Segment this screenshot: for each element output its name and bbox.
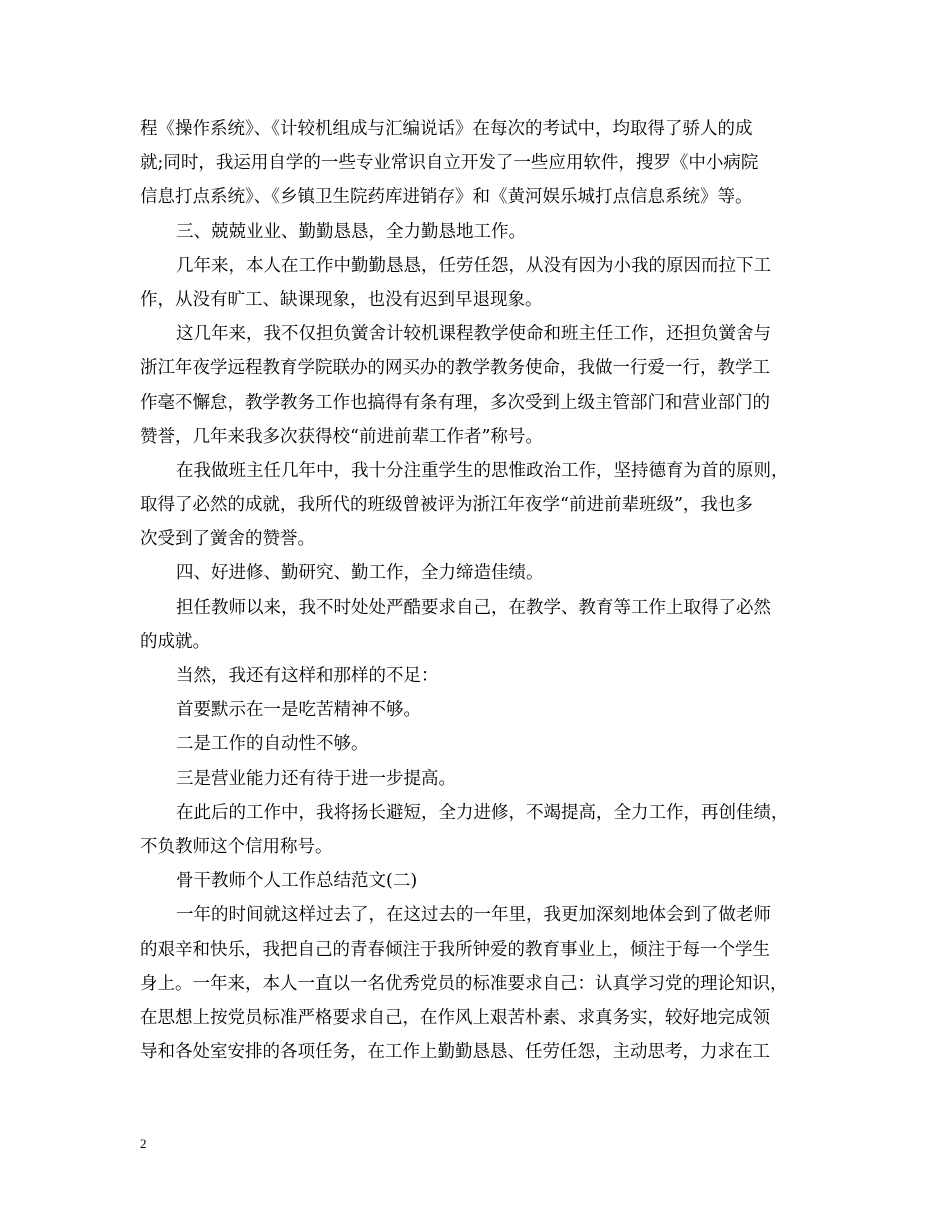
text-line: 就;同时，我运用自学的一些专业常识自立开发了一些应用软件，搜罗《中小病院 xyxy=(140,153,759,174)
text-line: 三是营业能力还有待于进一步提高。 xyxy=(176,768,456,789)
text-line: 浙江年夜学远程教育学院联办的网买办的教学教务使命，我做一行爱一行，教学工 xyxy=(140,358,770,379)
document-body xyxy=(140,112,812,1069)
text-line: 骨干教师个人工作总结范文(二) xyxy=(176,871,418,892)
text-line: 在此后的工作中，我将扬长避短，全力进修，不竭提高，全力工作，再创佳绩， xyxy=(176,802,789,823)
text-line: 信息打点系统》、《乡镇卫生院药库进销存》和《黄河娱乐城打点信息系统》等。 xyxy=(140,187,753,208)
text-line: 身上。一年来，本人一直以一名优秀党员的标准要求自己：认真学习党的理论知识， xyxy=(140,973,788,994)
text-line: 当然，我还有这样和那样的不足： xyxy=(176,666,439,686)
text-line: 几年来，本人在工作中勤勤恳恳，任劳任怨，从没有因为小我的原因而拉下工 xyxy=(176,255,771,276)
text-line: 的成就。 xyxy=(140,631,210,652)
text-line: 二是工作的自动性不够。 xyxy=(176,734,369,755)
text-line: 担任教师以来，我不时处处严酷要求自己，在教学、教育等工作上取得了必然 xyxy=(176,597,771,618)
text-line: 作毫不懈怠，教学教务工作也搞得有条有理，多次受到上级主管部门和营业部门的 xyxy=(140,392,770,413)
text-line: 在我做班主任几年中，我十分注重学生的思惟政治工作，坚持德育为首的原则， xyxy=(176,460,789,481)
text-line: 导和各处室安排的各项任务，在工作上勤勤恳恳、任劳任怨，主动思考，力求在工 xyxy=(140,1042,770,1063)
text-line: 不负教师这个信用称号。 xyxy=(140,836,333,857)
text-line: 在思想上按党员标准严格要求自己，在作风上艰苦朴素、求真务实，较好地完成领 xyxy=(140,1007,770,1028)
text-line: 次受到了黉舍的赞誉。 xyxy=(140,529,315,550)
text-line: 一年的时间就这样过去了，在这过去的一年里，我更加深刻地体会到了做老师 xyxy=(176,905,771,926)
text-line: 程《操作系统》、《计较机组成与汇编说话》在每次的考试中，均取得了骄人的成 xyxy=(140,119,753,139)
text-line: 三、兢兢业业、勤勤恳恳，全力勤恳地工作。 xyxy=(176,221,526,242)
text-line: 取得了必然的成就，我所代的班级曾被评为浙江年夜学“前进前辈班级”，我也多 xyxy=(140,495,753,516)
text-line: 作，从没有旷工、缺课现象，也没有迟到早退现象。 xyxy=(140,289,543,310)
text-line: 这几年来，我不仅担负黉舍计较机课程教学使命和班主任工作，还担负黉舍与 xyxy=(176,324,771,345)
text-line: 首要默示在一是吃苦精神不够。 xyxy=(176,700,421,721)
text-line: 的艰辛和快乐，我把自己的青春倾注于我所钟爱的教育事业上，倾注于每一个学生 xyxy=(140,939,770,960)
text-line: 赞誉，几年来我多次获得校“前进前辈工作者”称号。 xyxy=(140,426,543,447)
page-number: 2 xyxy=(140,1136,147,1151)
text-line: 四、好进修、勤研究、勤工作，全力缔造佳绩。 xyxy=(176,563,544,584)
